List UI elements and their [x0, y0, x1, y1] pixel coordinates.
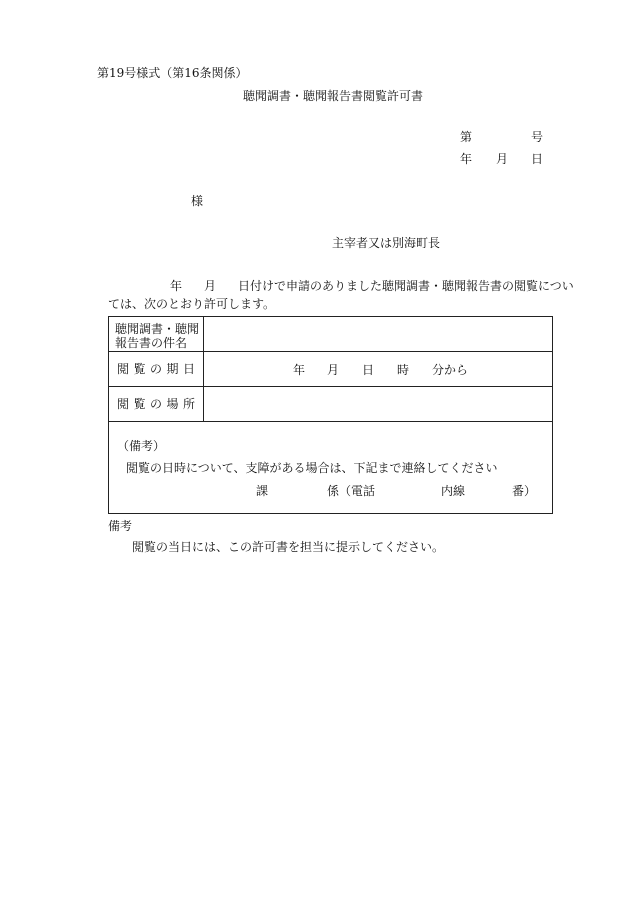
viewing-place-label-char: 場 — [166, 397, 179, 411]
permit-table — [108, 316, 553, 514]
viewing-date-label-char: の — [149, 362, 162, 376]
remarks-section-ka: 課 — [256, 484, 269, 498]
viewing-date-label — [109, 352, 204, 386]
body-text-line1: 日付けで申請のありました聴聞調書・聴聞報告書の閲覧につい — [238, 279, 574, 293]
viewing-day: 日 — [362, 363, 375, 377]
date-day: 日 — [531, 152, 544, 166]
viewing-hour: 時 — [397, 363, 410, 377]
table-row-viewing-place — [109, 387, 552, 422]
viewing-year: 年 — [293, 363, 306, 377]
remarks-naisen: 内線 — [441, 484, 466, 498]
document-title: 聴聞調書・聴聞報告書閲覧許可書 — [243, 89, 424, 103]
doc-number-suffix: 号 — [531, 130, 544, 144]
remarks-heading: （備考） — [117, 439, 166, 453]
form-number: 第19号様式（第16条関係） — [97, 66, 248, 80]
footer-note-heading: 備考 — [108, 519, 133, 533]
body-text-line2: ては、次のとおり許可します。 — [108, 297, 276, 311]
doc-number-prefix: 第 — [460, 130, 473, 144]
issuer: 主宰者又は別海町長 — [332, 236, 441, 250]
viewing-place-label-char: の — [149, 397, 162, 411]
footer-note-text: 閲覧の当日には、この許可書を担当に提示してください。 — [132, 540, 445, 554]
remarks-section — [109, 422, 552, 513]
viewing-month: 月 — [327, 363, 340, 377]
remarks-ban: 番） — [512, 484, 537, 498]
date-year: 年 — [460, 152, 473, 166]
viewing-place-label-char: 覧 — [133, 397, 146, 411]
table-row-viewing-date — [109, 352, 552, 387]
table-row-subject — [109, 317, 552, 352]
subject-label — [109, 317, 204, 351]
addressee-suffix: 様 — [191, 194, 204, 208]
viewing-place-label-char: 所 — [182, 397, 195, 411]
viewing-place-label-char: 閲 — [117, 397, 130, 411]
date-month: 月 — [496, 152, 509, 166]
viewing-date-label-char: 期 — [166, 362, 179, 376]
viewing-date-label-char: 閲 — [117, 362, 130, 376]
subject-label-line2: 報告書の件名 — [115, 336, 188, 350]
viewing-date-label-char: 覧 — [133, 362, 146, 376]
viewing-date-label-char: 日 — [182, 362, 195, 376]
viewing-place-label — [109, 387, 204, 421]
remarks-contact-note: 閲覧の日時について、支障がある場合は、下記まで連絡してください — [126, 461, 498, 475]
viewing-minute: 分から — [432, 363, 469, 377]
subject-label-line1: 聴聞調書・聴聞 — [115, 322, 200, 336]
body-month: 月 — [204, 279, 217, 293]
remarks-section-kakari: 係（電話 — [327, 484, 376, 498]
body-year: 年 — [170, 279, 183, 293]
